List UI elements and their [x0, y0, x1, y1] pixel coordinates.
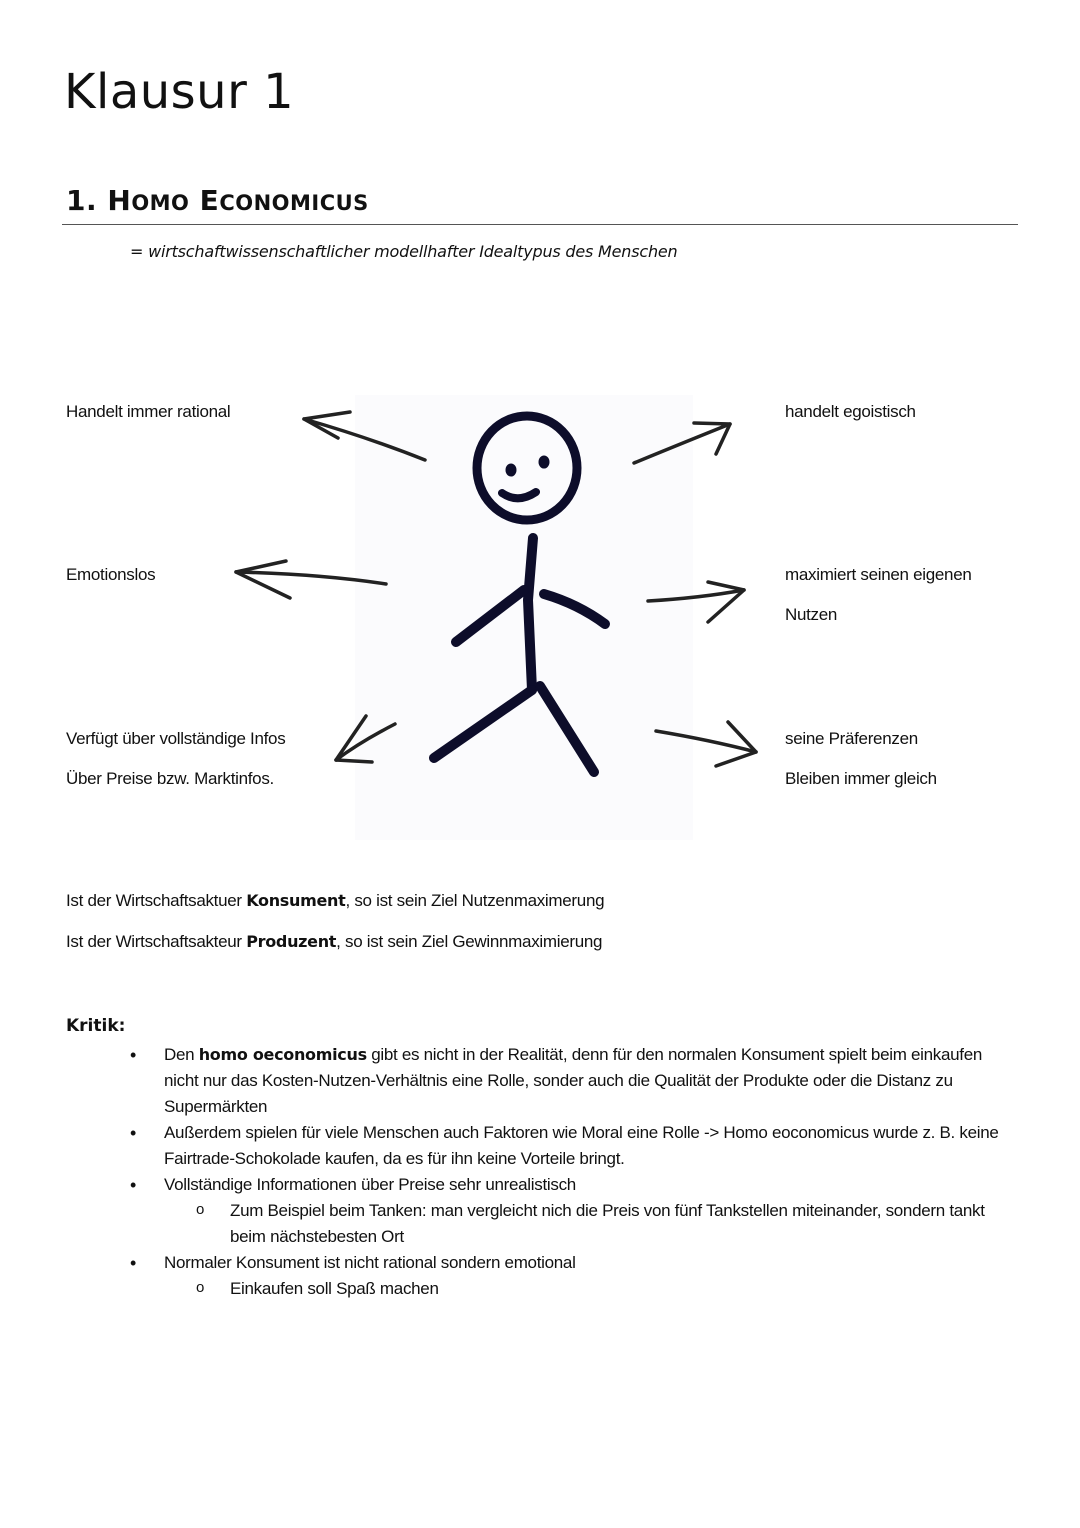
- trait-line: maximiert seinen eigenen: [785, 565, 972, 584]
- kritik-list: [120, 1042, 1020, 1302]
- kritik-sublist: [164, 1198, 1020, 1250]
- goal-consumer: [66, 891, 604, 911]
- kritik-item: [120, 1172, 1020, 1250]
- goal-role: Konsument: [246, 891, 346, 910]
- trait-line: Nutzen: [785, 605, 838, 624]
- kritik-text: Außerdem spielen für viele Menschen auch Faktoren wie Moral eine Rolle -> Homo eoconomicus wurde z. B. keine Fairtrade-Schokolade kaufen, da es für ihn keine Vorteile bringt.: [164, 1123, 999, 1168]
- kritik-bold: homo oeconomicus: [198, 1045, 367, 1064]
- trait-line: Emotionslos: [66, 565, 156, 584]
- trait-right-3: [785, 729, 937, 789]
- trait-line: Bleiben immer gleich: [785, 769, 937, 788]
- kritik-item: [120, 1250, 1020, 1302]
- trait-left-2: [66, 565, 155, 585]
- kritik-text: Den: [164, 1045, 199, 1064]
- kritik-text: gibt es nicht in der Realität, denn für den normalen Konsument spielt beim einkaufen nicht nur das Kosten-Nutzen-Verhältnis eine Rolle, sonder auch die Qualität der Produkte oder die Distanz zu Supermärkten: [164, 1045, 983, 1116]
- section-title: HOMO ECONOMICUS: [107, 184, 369, 217]
- goal-text: , so ist sein Ziel Nutzenmaximerung: [345, 891, 605, 910]
- section-number: 1.: [66, 184, 98, 217]
- body-icon: [434, 538, 605, 772]
- kritik-item: [120, 1042, 1020, 1120]
- trait-line: Handelt immer rational: [66, 402, 231, 421]
- head-icon: [477, 416, 577, 520]
- kritik-text: Vollständige Informationen über Preise sehr unrealistisch: [164, 1175, 576, 1194]
- trait-right-1: [785, 402, 916, 422]
- goal-text: , so ist sein Ziel Gewinnmaximierung: [336, 932, 603, 951]
- trait-line: Über Preise bzw. Marktinfos.: [66, 769, 274, 788]
- trait-left-3: [66, 729, 285, 789]
- goal-text: Ist der Wirtschaftsakteur: [66, 932, 247, 951]
- trait-right-2: [785, 565, 972, 625]
- kritik-subitem: o Zum Beispiel beim Tanken: man vergleicht nich die Preis von fünf Tankstellen miteinander, sondern tankt beim nächstebesten Ort: [164, 1198, 1020, 1250]
- kritik-text: Normaler Konsument ist nicht rational sondern emotional: [164, 1253, 576, 1272]
- trait-line: handelt egoistisch: [785, 402, 916, 421]
- goal-text: Ist der Wirtschaftsaktuer: [66, 891, 247, 910]
- goal-role: Produzent: [246, 932, 337, 951]
- goal-producer: [66, 932, 602, 952]
- kritik-subitem: o Einkaufen soll Spaß machen: [164, 1276, 1020, 1302]
- definition-text: = wirtschaftwissenschaftlicher modellhafter Idealtypus des Menschen: [130, 242, 678, 261]
- kritik-item: [120, 1120, 1020, 1172]
- kritik-label: Kritik:: [66, 1016, 126, 1036]
- kritik-sublist: [164, 1276, 1020, 1302]
- document-title: Klausur 1: [64, 64, 295, 120]
- trait-left-1: [66, 402, 230, 422]
- trait-line: seine Präferenzen: [785, 729, 918, 748]
- trait-line: Verfügt über vollständige Infos: [66, 729, 286, 748]
